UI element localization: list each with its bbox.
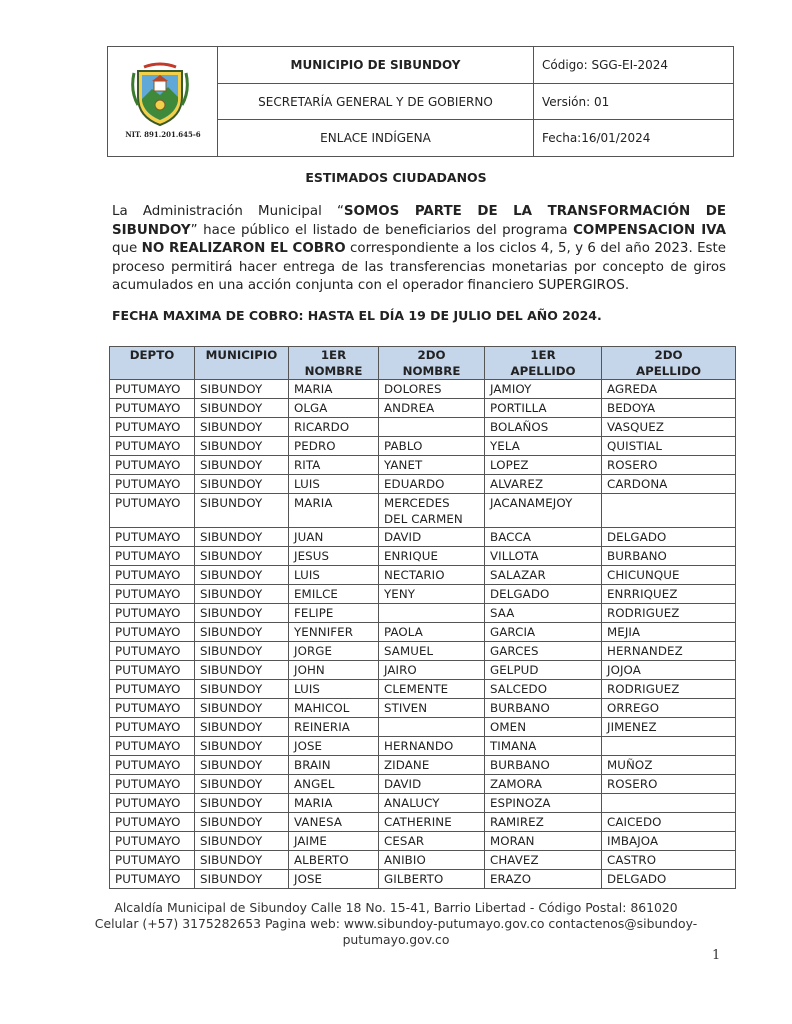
table-cell: SIBUNDOY [195,775,289,794]
table-row [110,642,736,661]
table-row [110,547,736,566]
table-cell: SIBUNDOY [195,794,289,813]
table-cell: CARDONA [602,475,736,494]
document-code: Código: SGG-EI-2024 [542,57,669,72]
table-cell: ANDREA [379,399,485,418]
table-cell: EDUARDO [379,475,485,494]
table-cell: QUISTIAL [602,437,736,456]
table-cell: ANGEL [289,775,379,794]
table-cell: PUTUMAYO [110,680,195,699]
table-cell: RODRIGUEZ [602,680,736,699]
intro-text-3: que [112,241,142,256]
page-number: 1 [712,948,721,963]
table-cell: SAA [485,604,602,623]
table-cell: BEDOYA [602,399,736,418]
table-cell: TIMANA [485,737,602,756]
table-cell: ANALUCY [379,794,485,813]
table-cell: IMBAJOA [602,832,736,851]
table-cell: SIBUNDOY [195,456,289,475]
table-cell: EMILCE [289,585,379,604]
table-row [110,494,736,528]
table-row [110,718,736,737]
table-cell: CHICUNQUE [602,566,736,585]
column-header: 1ER NOMBRE [289,347,379,380]
table-cell: BACCA [485,528,602,547]
table-cell: PUTUMAYO [110,737,195,756]
table-cell: BURBANO [485,756,602,775]
table-row [110,604,736,623]
column-header: DEPTO [110,347,195,380]
table-cell: ENRIQUE [379,547,485,566]
table-row [110,661,736,680]
table-cell: MARIA [289,380,379,399]
table-row [110,813,736,832]
table-cell: SIBUNDOY [195,494,289,528]
document-date: Fecha:16/01/2024 [534,119,733,156]
table-cell: JOSE [289,737,379,756]
column-header: 2DO NOMBRE [379,347,485,380]
table-cell: AGREDA [602,380,736,399]
table-row [110,623,736,642]
table-row [110,475,736,494]
table-row [110,756,736,775]
table-cell: PUTUMAYO [110,547,195,566]
table-cell: JESUS [289,547,379,566]
table-cell: REINERIA [289,718,379,737]
table-cell: LUIS [289,680,379,699]
table-row [110,418,736,437]
municipio-title: MUNICIPIO DE SIBUNDOY [290,57,461,72]
table-cell: PUTUMAYO [110,418,195,437]
table-cell: SIBUNDOY [195,642,289,661]
table-cell: SIBUNDOY [195,399,289,418]
table-row [110,566,736,585]
table-cell: SIBUNDOY [195,623,289,642]
table-cell [602,494,736,528]
table-cell: MUÑOZ [602,756,736,775]
table-cell: ZIDANE [379,756,485,775]
table-cell: SALAZAR [485,566,602,585]
table-cell: STIVEN [379,699,485,718]
table-cell: DOLORES [379,380,485,399]
table-cell: YENY [379,585,485,604]
table-cell: ORREGO [602,699,736,718]
table-cell: SIBUNDOY [195,870,289,889]
table-cell: LUIS [289,475,379,494]
table-cell: MAHICOL [289,699,379,718]
table-cell: ALBERTO [289,851,379,870]
table-header [110,347,736,380]
enlace-title: ENLACE INDÍGENA [218,119,533,156]
table-row [110,528,736,547]
table-cell: ENRRIQUEZ [602,585,736,604]
table-cell: PUTUMAYO [110,456,195,475]
table-cell: SIBUNDOY [195,380,289,399]
table-cell: JAMIOY [485,380,602,399]
table-cell: SIBUNDOY [195,585,289,604]
table-cell: ROSERO [602,456,736,475]
nit-number: NIT. 891.201.645-6 [125,130,201,139]
table-cell: SAMUEL [379,642,485,661]
table-cell: CLEMENTE [379,680,485,699]
table-cell: DAVID [379,775,485,794]
table-row [110,585,736,604]
table-row [110,737,736,756]
table-cell: HERNANDEZ [602,642,736,661]
table-cell: PORTILLA [485,399,602,418]
table-cell: RITA [289,456,379,475]
table-cell: MEJIA [602,623,736,642]
table-cell: ROSERO [602,775,736,794]
table-cell: YENNIFER [289,623,379,642]
table-row [110,832,736,851]
column-header: MUNICIPIO [195,347,289,380]
table-cell: JOJOA [602,661,736,680]
table-cell: ANIBIO [379,851,485,870]
table-cell: VANESA [289,813,379,832]
secretaria-title: SECRETARÍA GENERAL Y DE GOBIERNO [218,83,533,120]
table-cell: PUTUMAYO [110,585,195,604]
intro-text-2: ” hace público el listado de beneficiarios del programa [190,222,574,238]
table-row [110,794,736,813]
table-cell: PUTUMAYO [110,813,195,832]
table-cell: LUIS [289,566,379,585]
table-cell: DAVID [379,528,485,547]
table-cell: SIBUNDOY [195,528,289,547]
table-cell: PUTUMAYO [110,832,195,851]
table-cell: PUTUMAYO [110,851,195,870]
table-cell: PUTUMAYO [110,380,195,399]
table-row [110,680,736,699]
table-cell: PUTUMAYO [110,718,195,737]
table-cell: GELPUD [485,661,602,680]
table-row [110,437,736,456]
table-cell: JOHN [289,661,379,680]
table-cell: SIBUNDOY [195,475,289,494]
table-row [110,870,736,889]
table-cell: CESAR [379,832,485,851]
table-cell: SIBUNDOY [195,832,289,851]
deadline-notice: FECHA MAXIMA DE COBRO: HASTA EL DÍA 19 DE JULIO DEL AÑO 2024. [112,308,602,323]
table-cell: PUTUMAYO [110,623,195,642]
beneficiaries-table [109,346,736,889]
table-cell: BURBANO [602,547,736,566]
table-row [110,851,736,870]
table-cell: BURBANO [485,699,602,718]
column-header: 1ER APELLIDO [485,347,602,380]
municipal-shield-logo [130,61,190,127]
table-cell: PUTUMAYO [110,604,195,623]
footer-contact-cont: putumayo.gov.co [342,932,450,947]
table-cell: SIBUNDOY [195,418,289,437]
table-cell: PEDRO [289,437,379,456]
table-cell: GARCIA [485,623,602,642]
table-cell: JOSE [289,870,379,889]
table-cell: NECTARIO [379,566,485,585]
table-cell: VASQUEZ [602,418,736,437]
table-cell: YANET [379,456,485,475]
table-cell [379,418,485,437]
table-body [110,380,736,889]
table-cell: SIBUNDOY [195,604,289,623]
logo-cell [108,47,218,156]
table-cell: CAICEDO [602,813,736,832]
table-cell: SALCEDO [485,680,602,699]
intro-paragraph [112,203,726,296]
table-cell: HERNANDO [379,737,485,756]
table-row [110,399,736,418]
table-cell: VILLOTA [485,547,602,566]
intro-text-1: La Administración Municipal “ [112,204,344,219]
table-cell: SIBUNDOY [195,756,289,775]
table-cell: PUTUMAYO [110,661,195,680]
table-cell: SIBUNDOY [195,813,289,832]
table-cell: PAOLA [379,623,485,642]
table-cell: PUTUMAYO [110,494,195,528]
table-cell: PUTUMAYO [110,775,195,794]
table-cell: PUTUMAYO [110,566,195,585]
table-row [110,775,736,794]
table-cell: YELA [485,437,602,456]
greeting-heading: ESTIMADOS CIUDADANOS [305,170,487,185]
table-cell: CHAVEZ [485,851,602,870]
table-cell: PUTUMAYO [110,794,195,813]
table-cell [379,718,485,737]
table-cell: SIBUNDOY [195,851,289,870]
table-cell: GILBERTO [379,870,485,889]
table-cell: PUTUMAYO [110,870,195,889]
table-cell: JAIRO [379,661,485,680]
footer-address: Alcaldía Municipal de Sibundoy Calle 18 No. 15-41, Barrio Libertad - Código Postal: 861020 [114,900,678,915]
table-cell: SIBUNDOY [195,437,289,456]
table-cell [602,737,736,756]
table-cell: RODRIGUEZ [602,604,736,623]
column-header: 2DO APELLIDO [602,347,736,380]
table-cell: SIBUNDOY [195,566,289,585]
table-cell: JAIME [289,832,379,851]
header-right-column [534,47,733,156]
intro-text-4: correspondiente a los ciclos 4, 5, y 6 del año 2023. Este proceso permitirá hacer entrega de las transferencias monetarias por concepto de giros acumulados en una acción conjunta con el operador financiero SUPERGIROS. [112,241,726,293]
table-cell: MARIA [289,794,379,813]
table-cell: DELGADO [485,585,602,604]
table-cell: PUTUMAYO [110,399,195,418]
table-cell: LOPEZ [485,456,602,475]
table-row [110,699,736,718]
table-cell: JIMENEZ [602,718,736,737]
table-cell: SIBUNDOY [195,699,289,718]
table-header-row [110,347,736,380]
intro-bold-2: COMPENSACION IVA [573,222,726,238]
table-cell: SIBUNDOY [195,718,289,737]
document-version: Versión: 01 [534,83,733,120]
table-cell: SIBUNDOY [195,737,289,756]
table-cell: ALVAREZ [485,475,602,494]
table-cell: JUAN [289,528,379,547]
table-cell: ZAMORA [485,775,602,794]
table-cell: MARIA [289,494,379,528]
header-center-column [218,47,534,156]
table-cell: SIBUNDOY [195,547,289,566]
table-cell: CASTRO [602,851,736,870]
table-cell: OMEN [485,718,602,737]
table-cell: BRAIN [289,756,379,775]
table-cell: JORGE [289,642,379,661]
table-cell: PUTUMAYO [110,475,195,494]
table-cell: BOLAÑOS [485,418,602,437]
table-cell: PABLO [379,437,485,456]
table-cell: PUTUMAYO [110,437,195,456]
table-cell: DELGADO [602,528,736,547]
intro-bold-1: SOMOS PARTE DE LA TRANSFORMACIÓN DE SIBUNDOY [112,204,726,238]
table-cell: MERCEDES DEL CARMEN [379,494,485,528]
table-cell: PUTUMAYO [110,642,195,661]
table-cell: PUTUMAYO [110,528,195,547]
table-cell: ERAZO [485,870,602,889]
footer-contact: Celular (+57) 3175282653 Pagina web: www.sibundoy-putumayo.gov.co contactenos@sibundoy- [94,916,698,931]
table-cell: ESPINOZA [485,794,602,813]
table-cell: MORAN [485,832,602,851]
page-footer [0,900,792,948]
intro-bold-3: NO REALIZARON EL COBRO [141,241,346,256]
table-cell: SIBUNDOY [195,661,289,680]
table-cell: FELIPE [289,604,379,623]
table-cell: DELGADO [602,870,736,889]
table-cell [379,604,485,623]
table-cell: RAMIREZ [485,813,602,832]
table-cell: GARCES [485,642,602,661]
table-cell: CATHERINE [379,813,485,832]
table-cell [602,794,736,813]
table-cell: PUTUMAYO [110,699,195,718]
table-cell: PUTUMAYO [110,756,195,775]
table-row [110,380,736,399]
table-row [110,456,736,475]
table-cell: JACANAMEJOY [485,494,602,528]
document-header [107,46,734,157]
table-cell: OLGA [289,399,379,418]
table-cell: SIBUNDOY [195,680,289,699]
table-cell: RICARDO [289,418,379,437]
